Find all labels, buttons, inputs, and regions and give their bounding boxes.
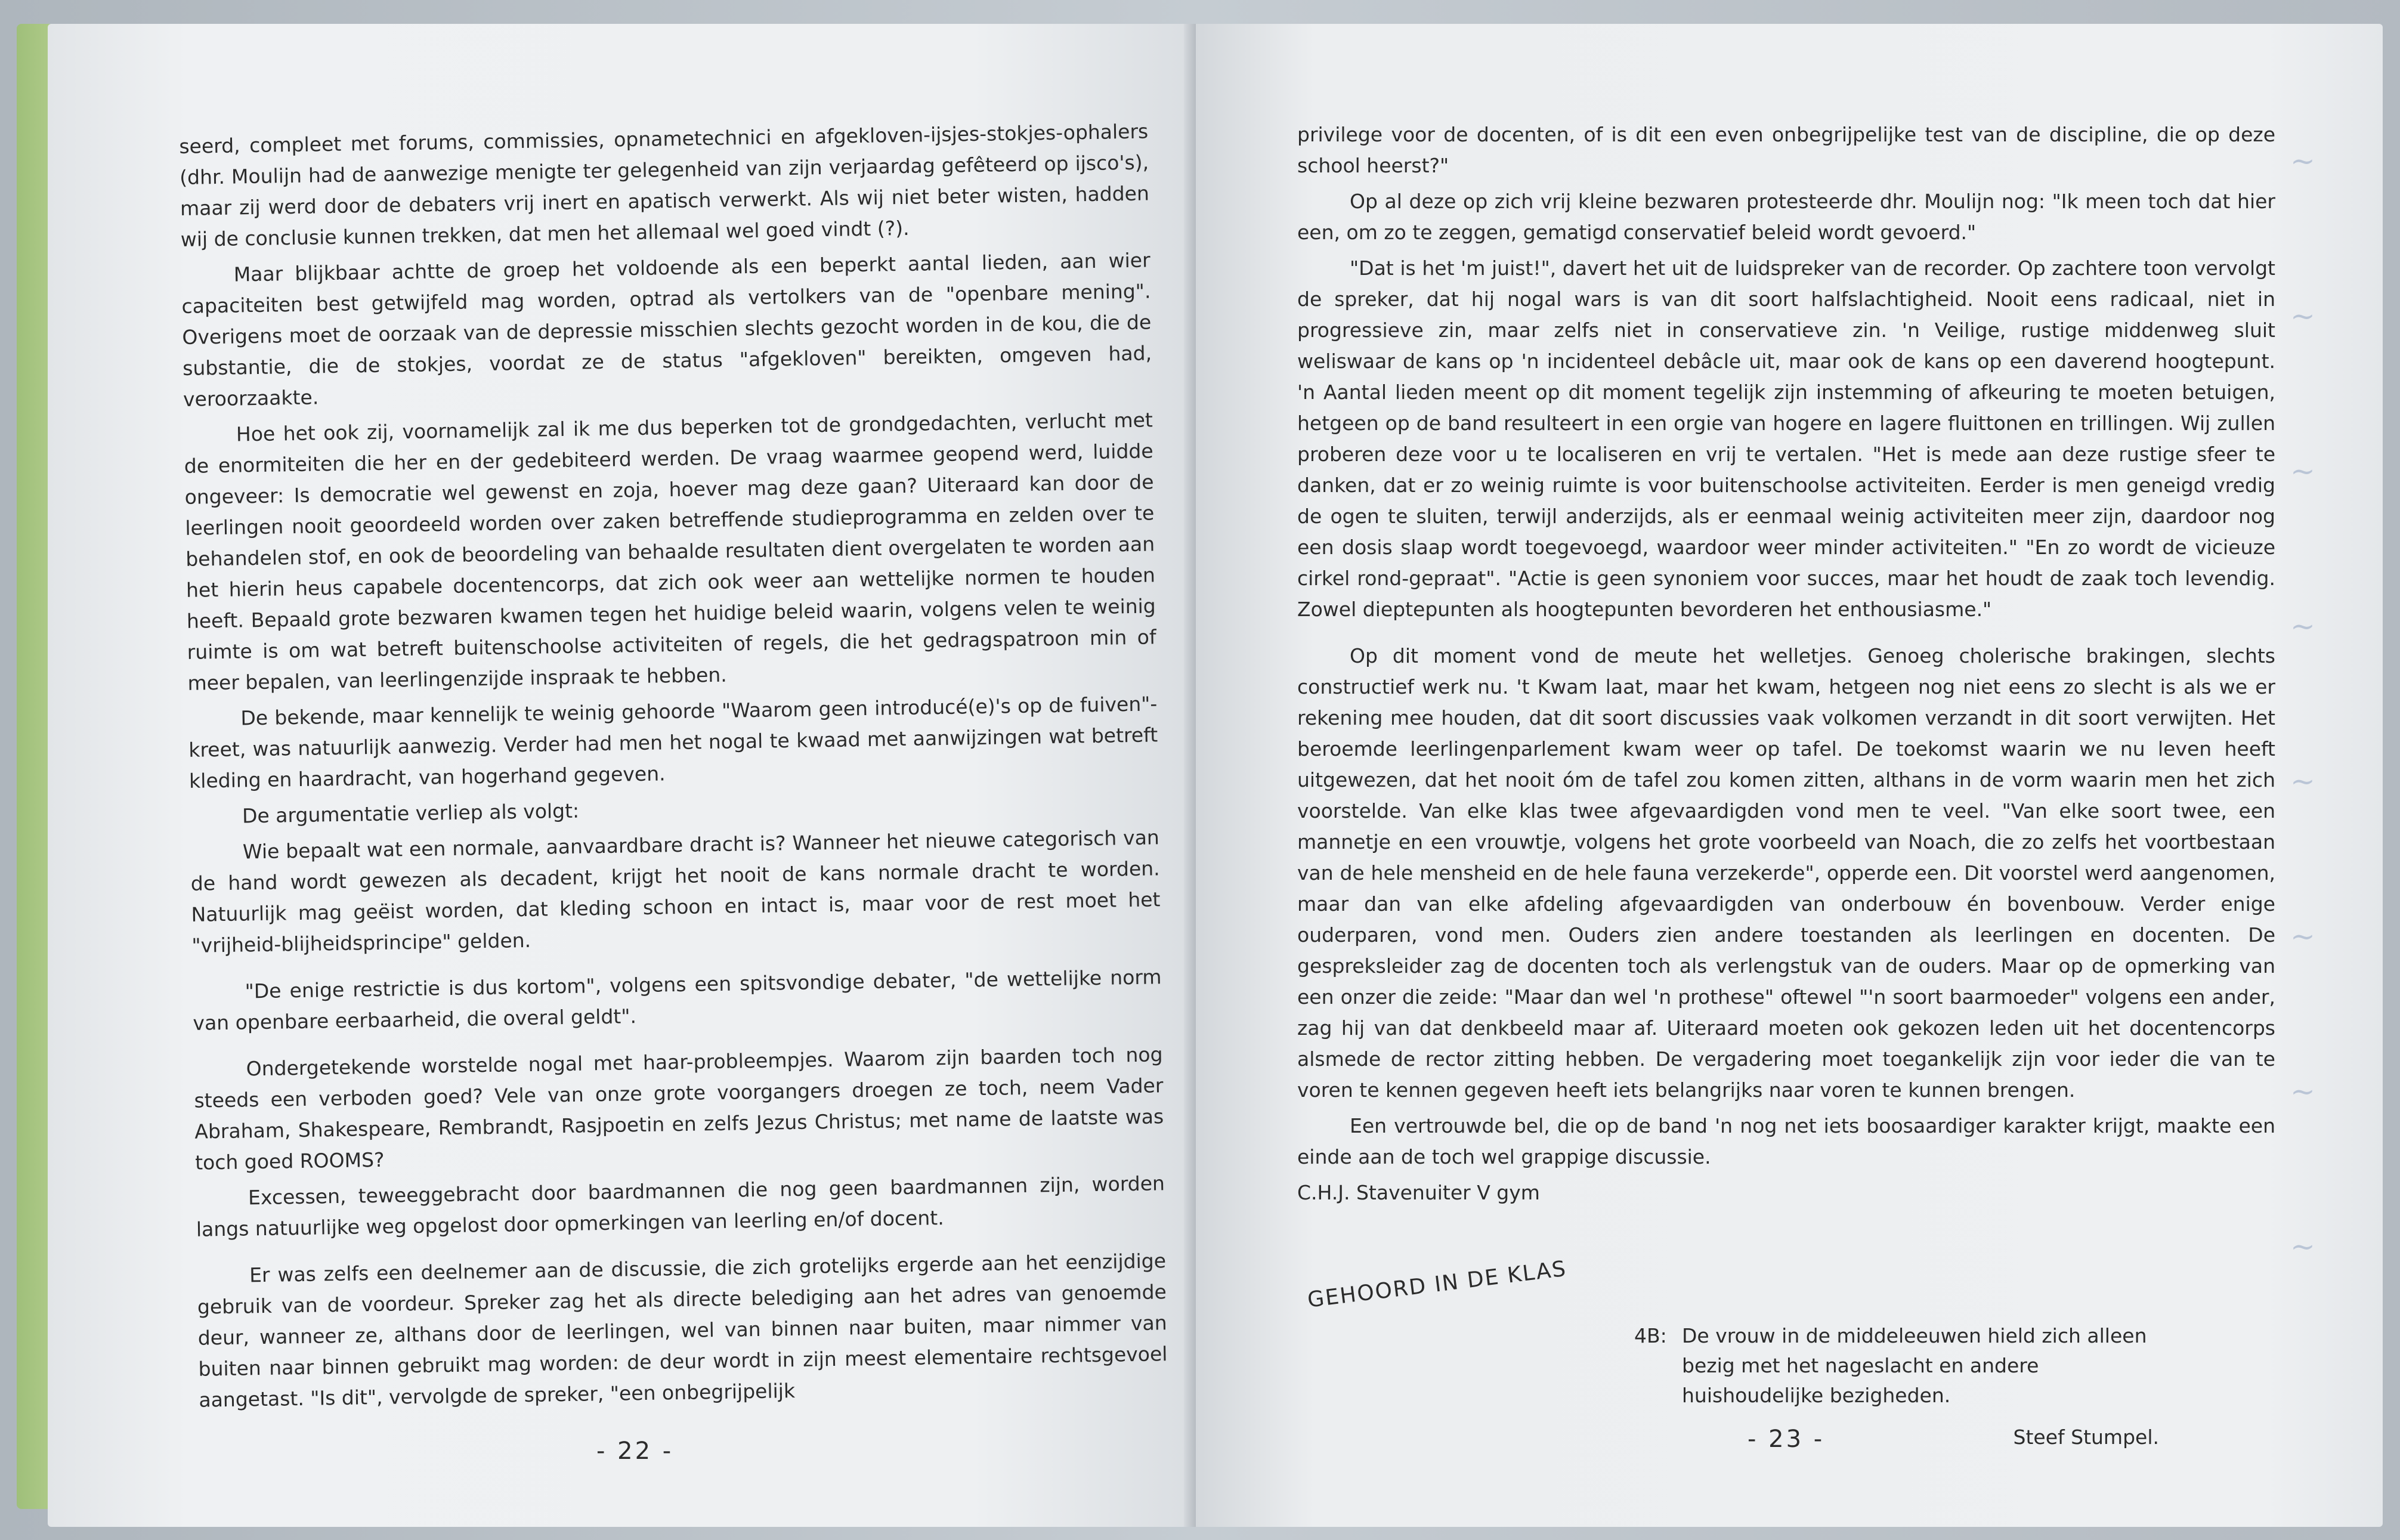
paragraph: De argumentatie verliep als volgt:	[242, 799, 580, 828]
paragraph: De bekende, maar kennelijk te weinig gehoorde "Waarom geen introducé(e)'s op de fuiven"-kreet, was natuurlijk aanwezig. Verder had men het nogal te kwaad met aanwijzingen wat betreft kleding en haardracht, van hogerhand gegeven.	[188, 692, 1158, 793]
page-number-right: - 23 -	[1748, 1425, 1825, 1453]
article-signature: C.H.J. Stavenuiter V gym	[1297, 1181, 1540, 1204]
overheard-quote	[1634, 1321, 2171, 1452]
quote-author: Steef Stumpel.	[2013, 1425, 2159, 1449]
quote-text: De vrouw in de middeleeuwen hield zich alleen bezig met het nageslacht en andere huishoudelijke bezigheden.	[1682, 1324, 2147, 1407]
left-page-text	[179, 116, 1168, 1415]
section-heading: GEHOORD IN DE KLAS	[1306, 1256, 1569, 1313]
paragraph: Hoe het ook zij, voornamelijk zal ik me dus beperken tot de grondgedachten, verlucht met de enormiteiten die her en der gedebiteerd werden. De vraag waarmee geopend werd, luidde ongeveer: Is democratie wel gewenst en zoja, hoever mag deze gaan? Uiteraard kan door de leerlingen nooit geoordeeld worden over zaken betreffende studieprogramma en zelden over te behandelen stof, en ook de beoordeling van behaalde resultaten dient overgelaten te worden aan het hierin heus capabele docentencorps, dat zich ook weer aan wettelijke normen te houden heeft. Bepaald grote bezwaren kwamen tegen het huidige beleid waarin, volgens velen te weinig ruimte is om wat betreft buitenschoolse activiteiten of regels, die het gedragspatroon min of meer bepalen, van leerlingenzijde inspraak te hebben.	[184, 408, 1156, 695]
page-number-left: - 22 -	[596, 1437, 674, 1465]
show-through-handwriting: ~ ~ ~ ~ ~ ~ ~ ~	[2290, 144, 2315, 1264]
paragraph: privilege voor de docenten, of is dit een even onbegrijpelijke test van de discipline, die op deze school heerst?"	[1297, 123, 2275, 177]
paragraph: Op al deze op zich vrij kleine bezwaren protesteerde dhr. Moulijn nog: "Ik meen toch dat hier een, om zo te zeggen, gematigd conservatief beleid wordt gevoerd."	[1297, 190, 2275, 244]
class-tag: 4B:	[1634, 1324, 1667, 1347]
paragraph: "Dat is het 'm juist!", davert het uit de luidspreker van de recorder. Op zachtere toon vervolgt de spreker, dat hij nogal wars is van dit soort halfslachtigheid. Nooit eens radicaal, niet in progressieve zin, maar zelfs niet in conservatieve zin. 'n Veilige, rustige middenweg sluit weliswaar de kans op 'n incidenteel debâcle uit, maar ook de kans op een daverend hoogtepunt. 'n Aantal lieden meent op dit moment tegelijk zijn instemming of afkeuring te moeten betuigen, hetgeen op de band resulteert in een orgie van hogere en lagere fluittonen en trillingen. Wij zullen proberen deze voor u te localiseren en vrij te vertalen. "Het is mede aan deze rustige sfeer te danken, dat er zo weinig ruimte is voor buitenschoolse activiteiten. Eerder is men geneigd vredig de ogen te sluiten, terwijl anderzijds, als er eenmaal weinig activiteiten meer zijn, daardoor nog een dosis slaap wordt toegevoegd, waardoor weer minder activiteiten." "En zo wordt de vicieuze cirkel rond-gepraat". "Actie is geen synoniem voor succes, maar het houdt de zaak toch levendig. Zowel dieptepunten als hoogtepunten bevorderen het enthousiasme."	[1297, 256, 2275, 621]
paragraph: Er was zelfs een deelnemer aan de discussie, die zich grotelijks ergerde aan het eenzijdige gebruik van de voordeur. Spreker zag het als directe belediging aan het adres van genoemde deur, wanneer ze, althans door de leerlingen, wel van binnen naar buiten, maar nimmer van buiten naar binnen gebruikt mag worden: de deur wordt in zijn meest elementaire rechtsgevoel aangetast. "Is dit", vervolgde de spreker, "een onbegrijpelijk	[197, 1249, 1168, 1412]
paragraph: Wie bepaalt wat een normale, aanvaardbare dracht is? Wanneer het nieuwe categorisch van de hand wordt gewezen als decadent, krijgt het nooit de kans normale dracht te worden. Natuurlijk mag geëist worden, dat kleding schoon en intact is, maar voor de rest moet het "vrijheid-blijheidsprincipe" gelden.	[190, 825, 1161, 957]
paragraph: Maar blijkbaar achtte de groep het voldoende als een beperkt aantal lieden, aan wier capaciteiten best getwijfeld mag worden, optrad als vertolkers van de "openbare mening". Overigens moet de oorzaak van de depressie misschien slechts gezocht worden in de kou, die de substantie, die de stokjes, voordat ze de status "afgekloven" bereikten, omgeven had, veroorzaakte.	[181, 248, 1152, 411]
paragraph: "De enige restrictie is dus kortom", volgens een spitsvondige debater, "de wettelijke norm van openbare eerbaarheid, die overal geldt".	[193, 965, 1162, 1035]
paragraph: seerd, compleet met forums, commissies, opnametechnici en afgekloven-ijsjes-stokjes-ophalers (dhr. Moulijn had de aanwezige menigte ter gelegenheid van zijn verjaardag gefêteerd op ijsco's), maar zij werd door de debaters vrij inert en apatisch verwerkt. Als wij niet beter wisten, hadden wij de conclusie kunnen trekken, dat men het allemaal wel goed vindt (?).	[179, 119, 1150, 251]
paragraph: Een vertrouwde bel, die op de band 'n nog net iets boosaardiger karakter krijgt, maakte een einde aan de toch wel grappige discussie.	[1297, 1114, 2275, 1168]
paragraph: Ondergetekende worstelde nogal met haar-probleempjes. Waarom zijn baarden toch nog steeds een verboden goed? Vele van onze grote voorgangers droegen ze toch, neem Vader Abraham, Shakespeare, Rembrandt, Rasjpoetin en zelfs Jezus Christus; met name de laatste was toch goed ROOMS?	[194, 1043, 1164, 1174]
left-page	[48, 24, 1202, 1527]
paragraph: Op dit moment vond de meute het welletjes. Genoeg cholerische brakingen, slechts constructief werk nu. 't Kwam laat, maar het kwam, hetgeen nog niet eens zo slecht is als we er rekening mee houden, dat dit soort discussies vaak volkomen verzandt in dit soort verwijten. Het beroemde leerlingenparlement kwam weer op tafel. De toekomst waarin we nu leven heeft uitgewezen, dat het nooit óm de tafel zou komen zitten, althans in de vorm waarin men het zich voorstelde. Van elke klas twee afgevaardigden vond men te veel. "Van elke soort twee, een mannetje en een vrouwtje, volgens het grote voorbeeld van Noach, die zo zelfs het voortbestaan van de hele mensheid en de hele fauna verzekerde", opperde een. Dit voorstel werd aangenomen, maar dan van elke afdeling afgevaardigden van onderbouw én bovenbouw. Verder enige ouderparen, vond men. Ouders zien andere toestanden als leerlingen en docenten. De gespreksleider zag de docenten toch als verlengstuk van de ouders. Maar op de opmerking van een onzer die zeide: "Maar dan wel 'n prothese" oftewel "'n soort baarmoeder" volgens een ander, zag hij van dat denkbeeld maar af. Uiteraard moeten ook gekozen leden uit het docentencorps alsmede de rector zitting hebben. De vergadering moet toegankelijk zijn voor ieder die van te voren te kennen gegeven heeft iets belangrijks naar voren te kunnen brengen.	[1297, 644, 2275, 1102]
paragraph: Excessen, teweeggebracht door baardmannen die nog geen baardmannen zijn, worden langs natuurlijke weg opgelost door opmerkingen van leerling en/of docent.	[196, 1171, 1165, 1241]
right-page-text	[1297, 119, 2275, 1208]
